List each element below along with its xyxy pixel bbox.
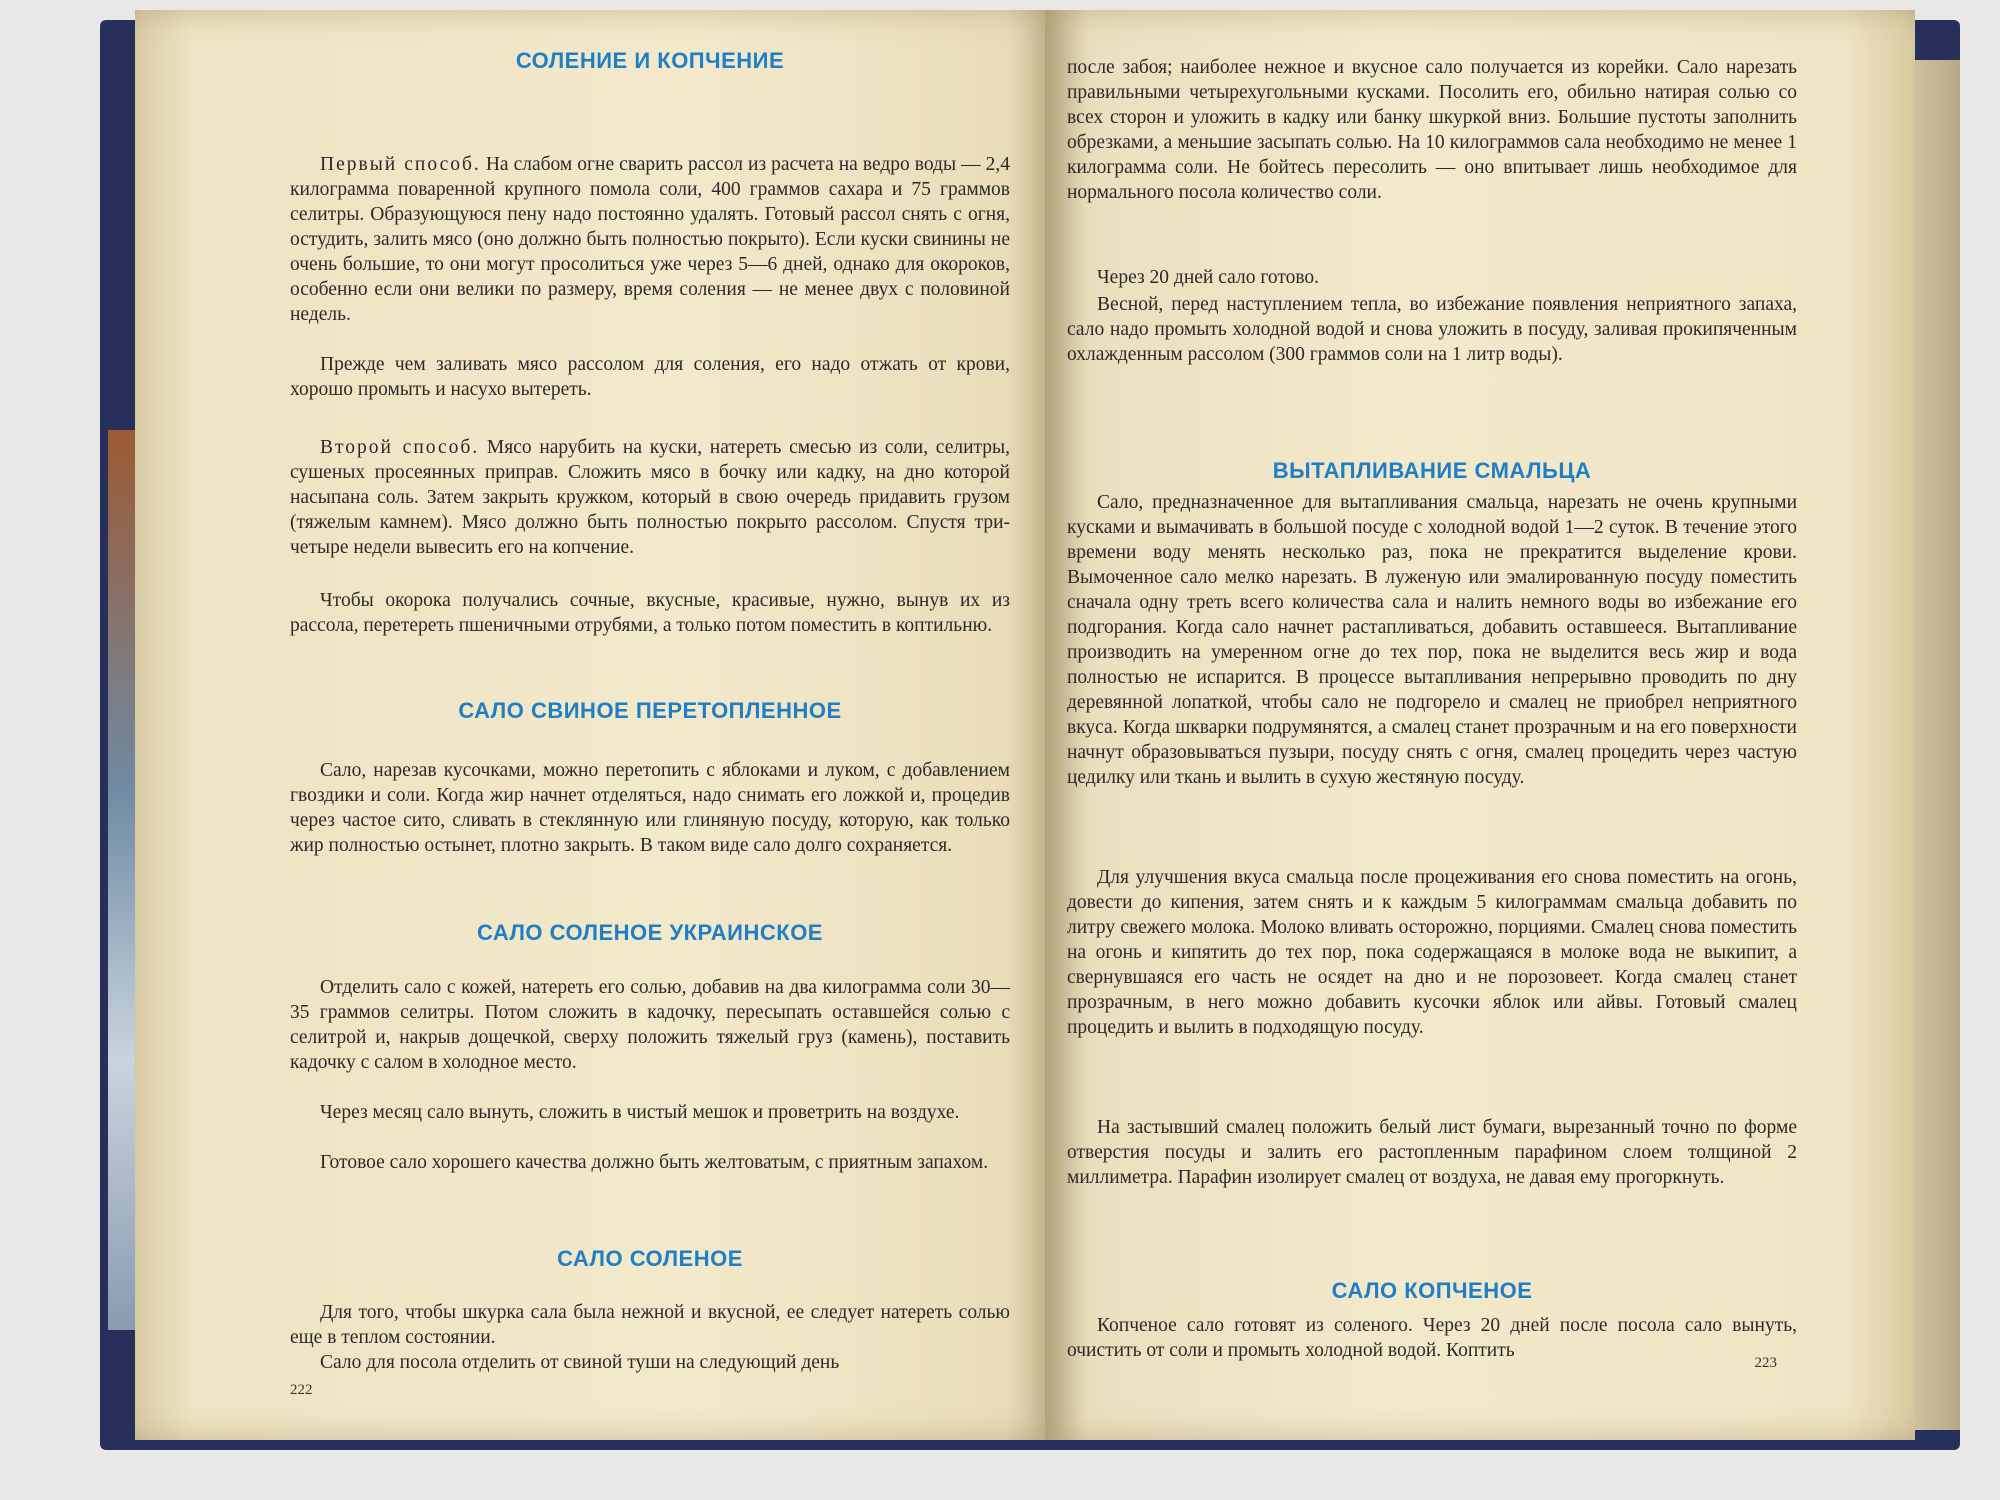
paragraph bbox=[290, 152, 1010, 352]
paragraph: Готовое сало хорошего качества должно быть желтоватым, с приятным запахом. bbox=[320, 1152, 989, 1173]
section-title: САЛО КОПЧЕНОЕ bbox=[1331, 1278, 1533, 1303]
paragraph-text: На слабом огне сварить рассол из расчета на ведро воды — 2,4 килограмма поваренной крупного помола соли, 400 граммов сахара и 75 граммов селитры. Образующуюся пену надо постоянно удалять. Готовый рассол снять с огня, остудить, залить мясо (оно должно быть полностью покрыто). Если куски свинины не очень большие, то они могут просолиться уже через 5—6 дней, однако для окороков, особенно если они велики по размеру, время соления — не менее двух с половиной недель. bbox=[290, 154, 1011, 325]
paragraph: после забоя; наиболее нежное и вкусное сало получается из корейки. Сало нарезать правильными четырехугольными кусками. Посолить его, обильно натирая солью со всех сторон и уложить в кадку или банку шкуркой вниз. Большие пустоты заполнить обрезками, а меньшие засыпать солью. На 10 килограммов сала необходимо не менее 1 килограмма соли. Не бойтесь пересолить — оно впитывает лишь необходимое для нормального посола количество соли. bbox=[1067, 57, 1797, 203]
section-title: САЛО СОЛЕНОЕ УКРАИНСКОЕ bbox=[476, 920, 823, 945]
paragraph-text: Мясо нарубить на куски, натереть смесью из соли, селитры, сушеных просеянных приправ. Сложить мясо в бочку или кадку, на дно которой насыпана соль. Затем закрыть кружком, который в свою очередь придавить грузом (тяжелым камнем). Мясо должно быть полностью покрыто рассолом. Спустя три-четыре недели вывесить его на копчение. bbox=[290, 437, 1011, 558]
paragraph: Сало, нарезав кусочками, можно перетопить с яблоками и луком, с добавлением гвоздики и соли. Когда жир начнет отделяться, надо снимать его ложкой и, процедив через частое сито, сливать в стеклянную или глиняную посуду, которую, как только жир полностью остынет, плотно закрыть. В таком виде сало долго сохраняется. bbox=[290, 760, 1010, 856]
paragraph: Сало для посола отделить от свиной туши на следующий день bbox=[320, 1352, 840, 1373]
paragraph: Для того, чтобы шкурка сала была нежной и вкусной, ее следует натереть солью еще в теплом состоянии. bbox=[290, 1302, 1010, 1348]
page-number: 223 bbox=[1754, 1355, 1777, 1371]
paragraph bbox=[290, 435, 1010, 560]
section-title: САЛО СВИНОЕ ПЕРЕТОПЛЕННОЕ bbox=[458, 698, 842, 723]
paragraph: Отделить сало с кожей, натереть его солью, добавив на два килограмма соли 30—35 граммов селитры. Потом сложить в кадочку, пересыпать оставшейся солью с селитрой и, накрыв дощечкой, сверху положить тяжелый груз (камень), поставить кадочку с салом в холодное место. bbox=[290, 977, 1010, 1073]
page-number: 222 bbox=[290, 1382, 313, 1398]
paragraph-label: Первый способ. bbox=[320, 154, 481, 175]
paragraph: Через 20 дней сало готово. bbox=[1097, 267, 1320, 288]
paragraph: На застывший смалец положить белый лист бумаги, вырезанный точно по форме отверстия посуды и залить его растопленным парафином слоем толщиной 2 миллиметра. Парафин изолирует смалец от воздуха, не давая ему прогоркнуть. bbox=[1067, 1117, 1797, 1188]
section-title: СОЛЕНИЕ И КОПЧЕНИЕ bbox=[515, 48, 785, 73]
paragraph: Чтобы окорока получались сочные, вкусные, красивые, нужно, вынув их из рассола, перетереть пшеничными отрубями, а только потом поместить в коптильню. bbox=[290, 590, 1010, 636]
paragraph-label: Второй способ. bbox=[320, 437, 480, 458]
section-title: САЛО СОЛЕНОЕ bbox=[557, 1246, 743, 1271]
paragraph: Через месяц сало вынуть, сложить в чистый мешок и проветрить на воздухе. bbox=[320, 1102, 960, 1123]
paragraph: Копченое сало готовят из соленого. Через 20 дней после посола сало вынуть, очистить от соли и промыть холодной водой. Коптить bbox=[1067, 1315, 1797, 1361]
paragraph: Сало, предназначенное для вытапливания смальца, нарезать не очень крупными кусками и вымачивать в большой посуде с холодной водой 1—2 суток. В течение этого времени воду менять несколько раз, пока не прекратится выделение крови. Вымоченное сало мелко нарезать. В луженую или эмалированную посуду поместить сначала одну треть всего количества сала и налить немного воды во избежание его подгорания. Когда сало начнет растапливаться, добавить оставшееся. Вытапливание производить на умеренном огне до тех пор, пока не выделится весь жир и вода полностью не испарится. В процессе вытапливания непрерывно проводить по дну деревянной лопаткой, чтобы сало не подгорело и смалец не приобрел неприятного вкуса. Когда шкварки подрумянятся, а смалец станет прозрачным и на его поверхности начнут образовываться пузыри, посуду снять с огня, смалец процедить через частую цедилку или ткань и вылить в сухую жестяную посуду. bbox=[1067, 492, 1797, 788]
paragraph: Весной, перед наступлением тепла, во избежание появления неприятного запаха, сало надо промыть холодной водой и снова уложить в посуду, заливая прокипяченным охлажденным рассолом (300 граммов соли на 1 литр воды). bbox=[1067, 294, 1797, 365]
paragraph: Прежде чем заливать мясо рассолом для соления, его надо отжать от крови, хорошо промыть и насухо вытереть. bbox=[290, 354, 1010, 400]
section-title: ВЫТАПЛИВАНИЕ СМАЛЬЦА bbox=[1272, 458, 1592, 483]
right-page bbox=[1045, 10, 1915, 1440]
paragraph: Для улучшения вкуса смальца после процеживания его снова поместить на огонь, довести до кипения, затем снять и к каждым 5 килограммам смальца добавить по литру свежего молока. Молоко вливать осторожно, порциями. Смалец снова поместить на огонь и кипятить до тех пор, пока содержащаяся в молоке вода не выкипит, а свернувшаяся его часть не осядет на дно и не порозовеет. Когда смалец станет прозрачным, в него можно добавить кусочки яблок или айвы. Готовый смалец процедить и вылить в подходящую посуду. bbox=[1067, 867, 1797, 1038]
left-page bbox=[135, 10, 1060, 1440]
